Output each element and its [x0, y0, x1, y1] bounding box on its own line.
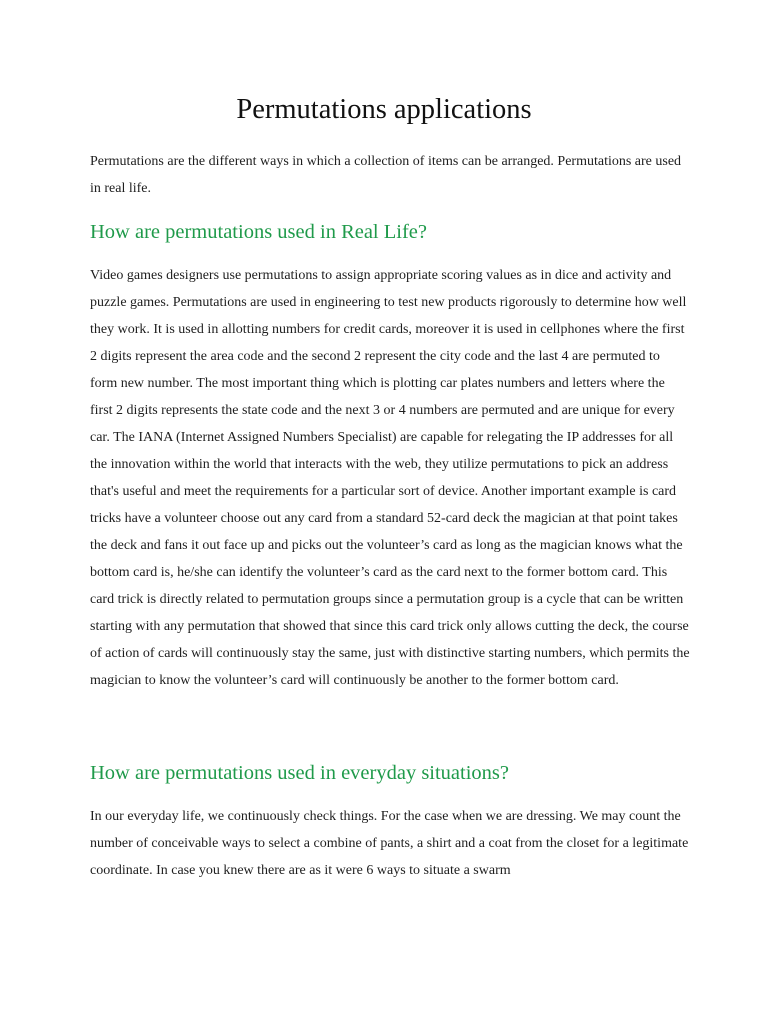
intro-paragraph: Permutations are the different ways in which a collection of items can be arranged. Permutations are used in real life. [90, 154, 682, 196]
section-heading-everyday: How are permutations used in everyday situations? [90, 762, 509, 784]
page-title: Permutations applications [236, 94, 532, 125]
section-heading-real-life: How are permutations used in Real Life? [90, 221, 427, 243]
section-body-everyday: In our everyday life, we continuously check things. For the case when we are dressing. We may count the number of conceivable ways to select a combine of pants, a shirt and a coat from the closet for a legitimate coordinate. In case you knew there are as it were 6 ways to situate a swarm [90, 809, 689, 878]
section-body-real-life: Video games designers use permutations to assign appropriate scoring values as in dice and activity and puzzle games. Permutations are used in engineering to test new products rigorously to determine how well they work. It is used in allotting numbers for credit cards, moreover it is used in cellphones where the first 2 digits represent the area code and the second 2 represent the city code and the last 4 are permuted to form new number. The most important thing which is plotting car plates numbers and letters where the first 2 digits represents the state code and the next 3 or 4 numbers are permuted and are unique for every car. The IANA (Internet Assigned Numbers Specialist) are capable for relegating the IP addresses for all the innovation within the world that interacts with the web, they utilize permutations to pick an address that's useful and meet the requirements for a particular sort of device. Another important example is card tricks have a volunteer choose out any card from a standard 52-card deck the magician at that point takes the deck and fans it out face up and picks out the volunteer’s card as long as the magician knows what the bottom card is, he/she can identify the volunteer’s card as the card next to the former bottom card. This card trick is directly related to permutation groups since a permutation group is a cycle that can be written starting with any permutation that showed that since this card trick only allows cutting the deck, the course of action of cards will continuously stay the same, just with distinctive starting numbers, which permits the magician to know the volunteer’s card will continuously be another to the former bottom card. [90, 268, 690, 688]
